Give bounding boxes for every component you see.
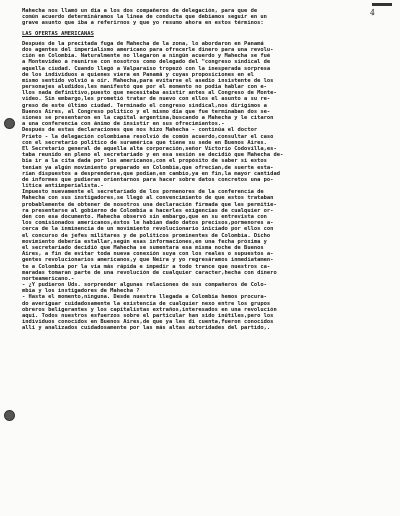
text-line: Impuesto nuevamente el secretariado de los pormenores de la conferencia de — [22, 189, 264, 196]
text-line: maradas tomaran parte de una revolución de cualquier caracter,hecha con dinero — [22, 269, 277, 276]
corner-mark — [372, 3, 392, 6]
text-line: obreros beligerantes y los capitalistas extraños,interesados en una revolución — [22, 306, 277, 313]
text-line: tenían ya algún movimiento preparado en Colombia,que ofrecían,de suerte esta- — [22, 164, 274, 171]
text-line: a una conferencia con ánimo de insistir en sus ofrecimientos.- — [22, 121, 225, 128]
text-line: aquella ciudad. Cuando llegó a Valparaíso tropezó con la inesperada sorpresa — [22, 65, 271, 72]
text-line: los comisionados americanos,éstos le habían dado datos precisos,pormenores a- — [22, 220, 274, 227]
text-line: te a Colombia por la vía más rápida e impedir a todo trance que nuestros ca- — [22, 263, 271, 270]
text-line: - ¿Y pudieron Uds. sorprender algunas relaciones de sus compañeros de Colo- — [22, 282, 267, 289]
text-line: probablemente de obtener de nosotros una declaración firmada que les permitie- — [22, 201, 277, 208]
text-line: El Secretario general de aquella alta corporación,señor Victorio Codovilla,es- — [22, 145, 277, 152]
text-line: mbia y los instigadores de Mahecha ? — [22, 288, 140, 295]
text-line: Aires, a fin de evitar toda nueva conexión suya con los reales o supuestos a- — [22, 251, 274, 258]
text-line: Mahecha con sus instigadores,se llegó al convencimiento de que estos trataban — [22, 195, 274, 202]
margin-annotation: 4 — [369, 7, 376, 18]
text-line: Después de la precitada fuga de Mahecha de la zona, lo abordaron en Panamá — [22, 40, 264, 47]
paragraph-3 — [22, 189, 394, 282]
text-line: rían dispuestos a desprenderse,que podían,en cambio,ya en fin,la mayor cantidad — [22, 170, 280, 177]
text-line: a Montevideo a reunirse con nosotros como delegado del "congreso sindical de — [22, 59, 271, 66]
text-line: individuos conocidos en Buenos Aires,de que ya les di cuenta,fueron conocidos — [22, 319, 274, 326]
document-body — [22, 8, 394, 332]
text-line: bía ir a la cita dada por los americanos,con el propósito de saber si estos — [22, 158, 267, 165]
punch-hole — [4, 410, 15, 421]
text-line: - Hasta el momento,ninguna. Desde nuestra llegada a Colombia hemos procura- — [22, 294, 267, 301]
paragraph-4 — [22, 282, 394, 332]
text-line: allí y analizados cuidadosamente por las más altas autoridades del partido,. — [22, 325, 271, 332]
text-line: Después de estas declaraciones que nos hizo Mahecha - continúa el doctor — [22, 127, 258, 134]
text-line: movimiento debería estallar,según esas informaciones,en una fecha próxima y — [22, 238, 267, 245]
text-line: Mahecha nos llamó un día a los dos compañeros de delegación, para que de — [22, 8, 258, 14]
text-line: ra presentarse al gobierno de Colombia a hacerles exigencias de cualquier or- — [22, 207, 274, 214]
punch-hole — [4, 118, 15, 129]
text-line: con el secretario político de suramérica que tiene su sede en Buenos Aires. — [22, 139, 267, 146]
text-line: gentes revolucionarios americanos,y que Neira y yo regresáramos inmediatamen- — [22, 257, 274, 264]
paragraph-2 — [22, 127, 394, 189]
text-line: do averiguar cuidadosamente la existencia de cualquier nexo entre los grupos — [22, 300, 271, 307]
intro-paragraph — [22, 8, 394, 27]
text-line: el secretariado decidió que Mahecha se sumentara esa misma noche de Buenos — [22, 244, 264, 251]
text-line: ción en Colombia. Naturalmente no llegaron a ningún acuerdo y Mahecha se fué — [22, 53, 271, 60]
text-line: de informes que pudieran orientarnos para hacer sobre datos concretos una po- — [22, 176, 274, 183]
text-line: de los individuos a quienes viera en Panamá y cuyas proposiciones en el — [22, 71, 254, 78]
text-line: grave asunto que iba a referirnos y que yo resumo ahora en estos términos: — [22, 20, 264, 27]
text-line: den con esa documento. Mahecha observó sin embargo,que en su entrevista con — [22, 214, 267, 220]
paragraph-1 — [22, 41, 394, 128]
section-heading: LAS OFERTAS AMERICANAS — [22, 30, 94, 37]
text-line: llos nada definitivo,puesto que necesitaba asistir antes al Congreso de Monte- — [22, 90, 277, 97]
text-line: taba reunido en pleno el secretariado y en esa sesión se decidió que Mahecha de- — [22, 152, 284, 159]
text-line: común acuerdo determináramos la línea de conducta que debíamos seguir en un — [22, 14, 267, 21]
text-line: aquí. Todos nuestros esfuerzos sobre el particular han sido inútiles,pero los — [22, 313, 274, 319]
text-line: Buenos Aires, al Congreso político y el mismo día que fue terminaban dos se- — [22, 108, 271, 115]
text-line: siones se presentaron en la capital argentina,buscando a Mahecha y le citaron — [22, 115, 274, 121]
text-line: mismo sentido volvió a oír. Mahecha,para evitarse el asedio insistente de los — [22, 77, 274, 84]
text-line: personajes aludidos,les manifestó que por el momento no podía hablar con e- — [22, 84, 267, 91]
text-line: norteamericano.- — [22, 275, 75, 282]
text-line: lítica antiimperialista.- — [22, 183, 104, 190]
text-line: greso de este último ciudad. Terminado el congreso sindical,nos dirigimos a — [22, 102, 267, 109]
text-line: el concurso de jefes militares y de políticos prominentes de Colombia. Dicho — [22, 232, 271, 239]
text-line: cerca de la inminencia de un movimiento revolucionario iniciado por ellos con — [22, 226, 274, 233]
text-line: video. Sin embargo,les prometió tratar de nuevo con ellos el asunto a su re- — [22, 96, 271, 103]
text-line: Prieto - la delegación colombiana resolvió de común acuerdo,consultar el caso — [22, 133, 274, 140]
text-line: dos agentes del imperialismo americano para ofrecerle dinero para una revolu- — [22, 46, 274, 53]
